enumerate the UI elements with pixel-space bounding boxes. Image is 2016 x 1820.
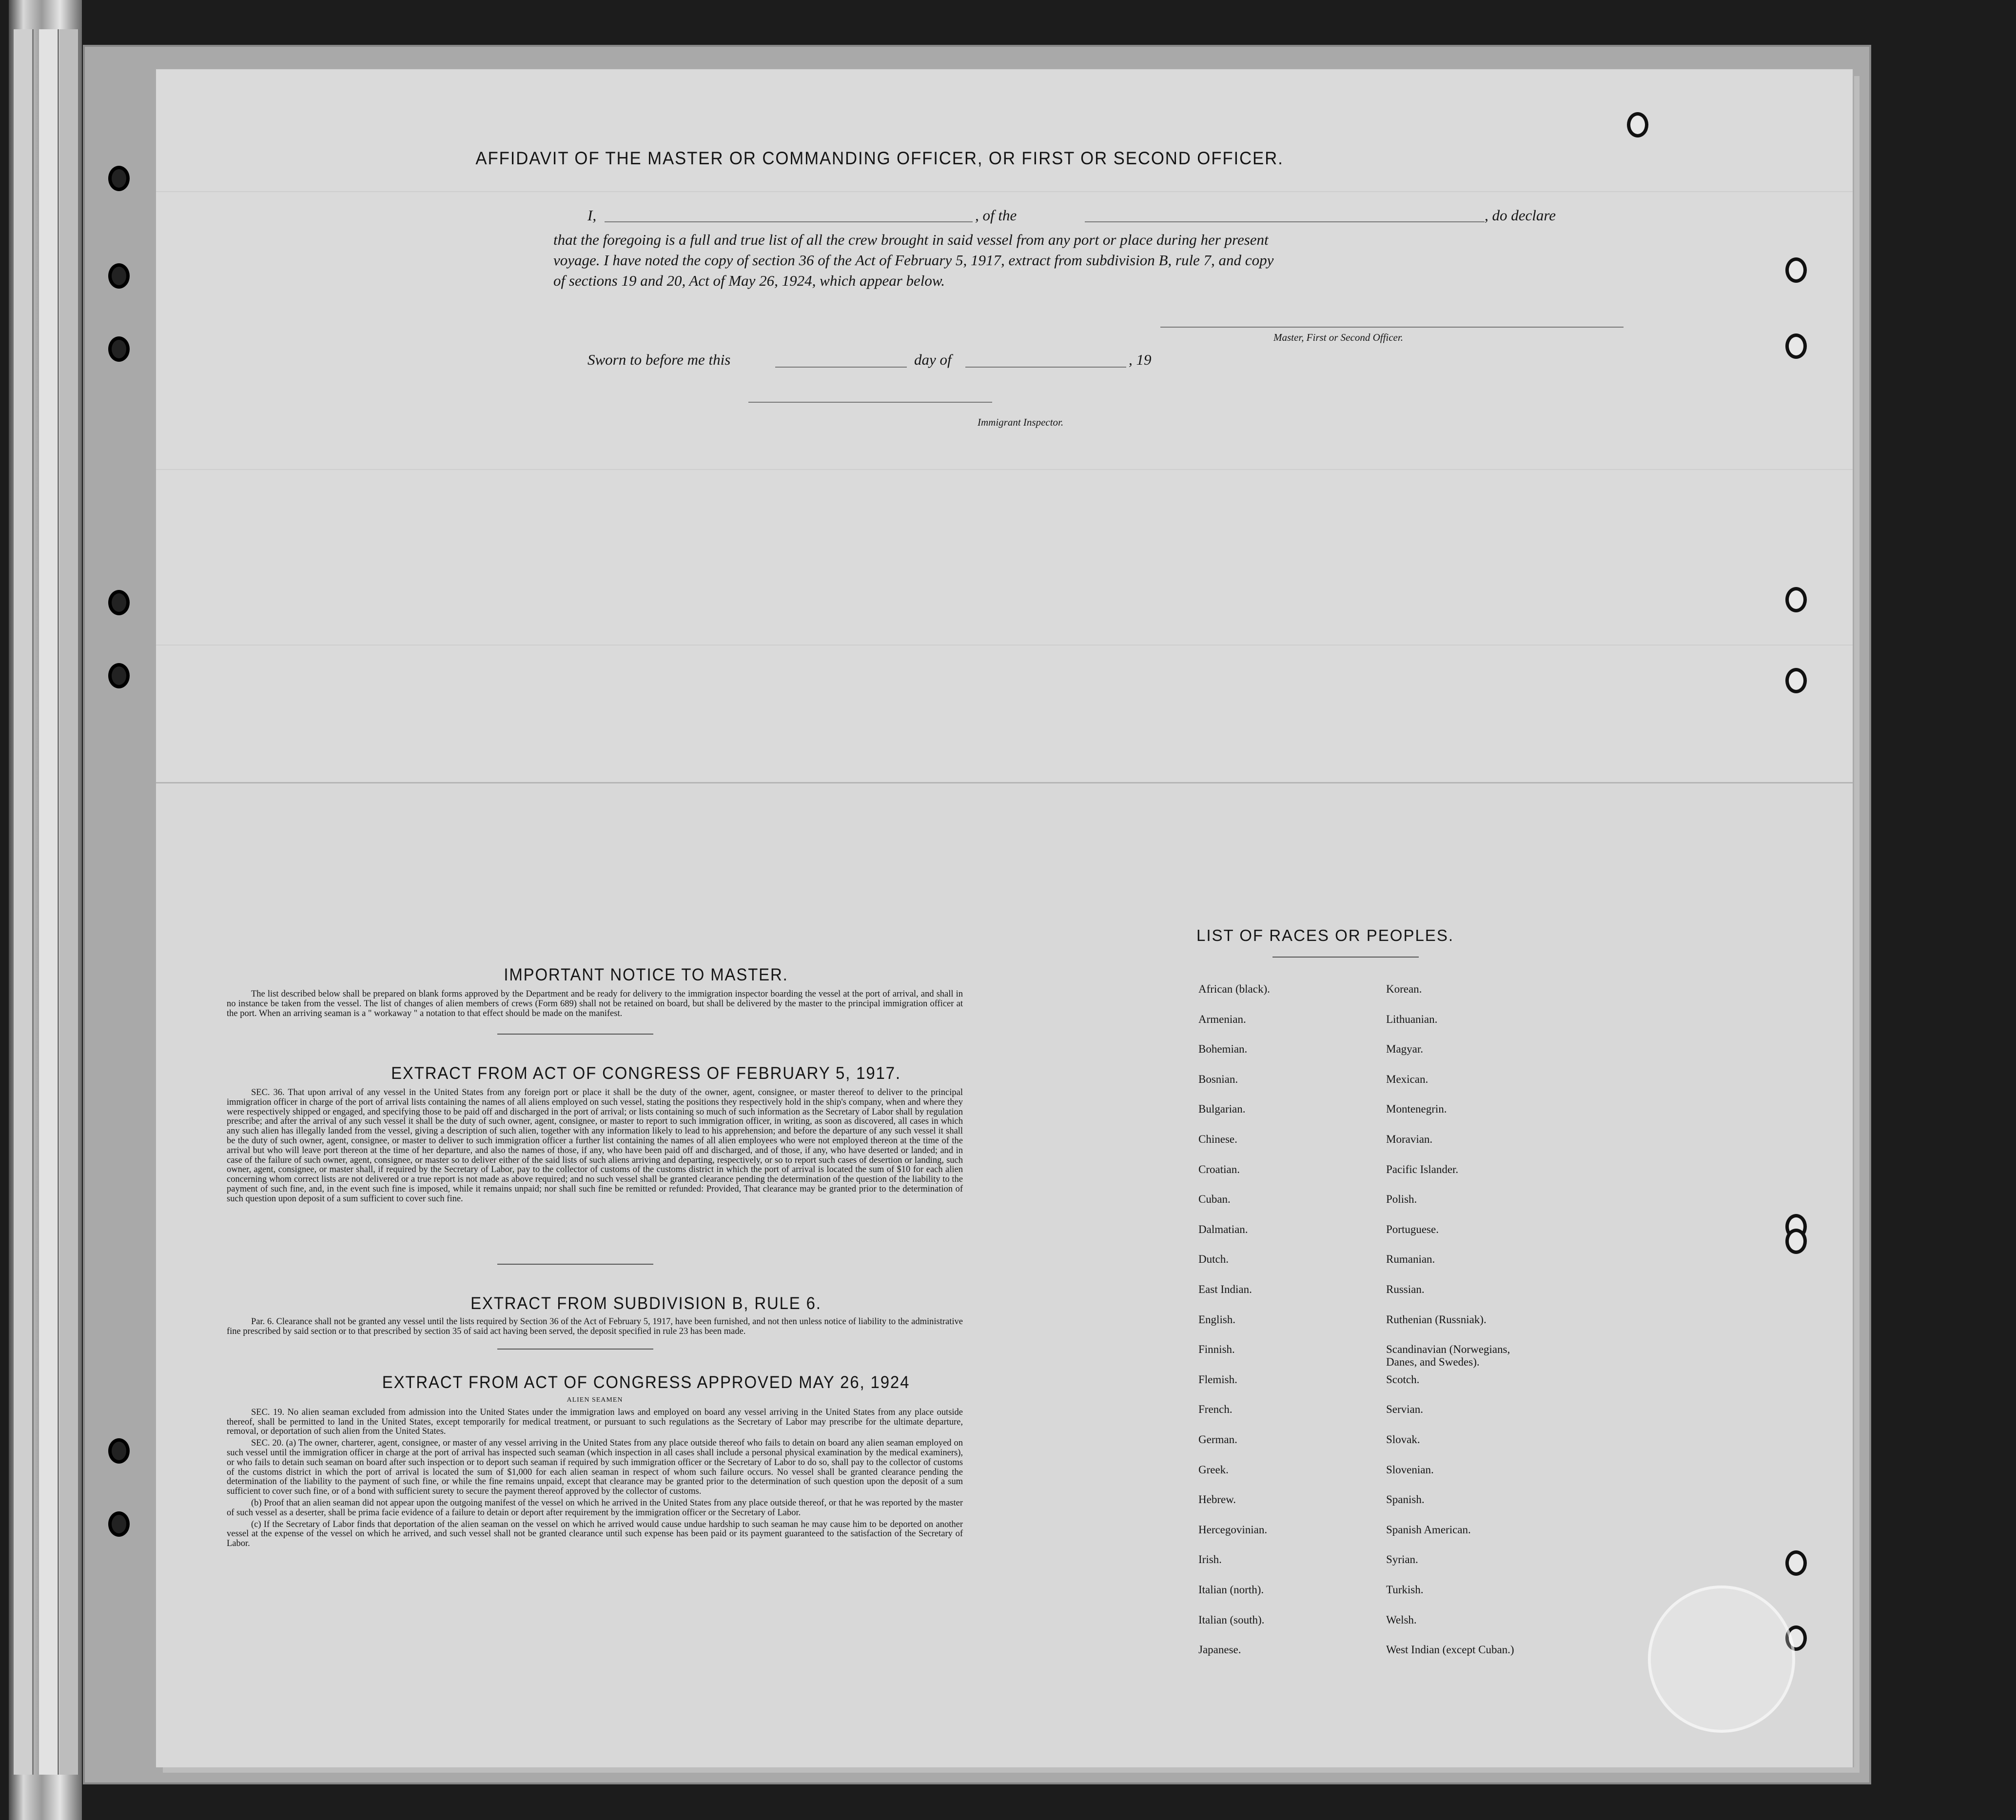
punch-hole — [1785, 668, 1807, 693]
binder-hole — [108, 336, 130, 362]
race-item: Bosnian. — [1198, 1073, 1238, 1085]
race-item: African (black). — [1198, 983, 1270, 995]
faint-rule — [156, 191, 1853, 192]
race-item: Bulgarian. — [1198, 1103, 1246, 1115]
race-item: Russian. — [1386, 1283, 1425, 1295]
extract-1917-title: EXTRACT FROM ACT OF CONGRESS OF FEBRUARY 5, 1917. — [391, 1064, 901, 1083]
page-edge-strip — [59, 29, 79, 1775]
race-item: Armenian. — [1198, 1013, 1246, 1025]
race-item: Dalmatian. — [1198, 1223, 1248, 1235]
binder-hole — [108, 1511, 130, 1537]
race-item: Scandinavian (Norwegians, Danes, and Swedes). — [1386, 1343, 1510, 1369]
affidavit-of-the: , of the — [975, 207, 1017, 224]
race-item: Italian (south). — [1198, 1613, 1265, 1626]
affidavit-line-3: voyage. I have noted the copy of section 36 of the Act of February 5, 1917, extract from subdivision B, rule 7, and copy — [553, 252, 1274, 269]
race-item: Lithuanian. — [1386, 1013, 1438, 1025]
extract-rule6-text: Par. 6. Clearance shall not be granted any vessel until the lists required by Section 36 of the Act of February 5, 1917, have been furnished, and not then unless notice of liability to the administrative fine prescribed by said section or to that prescribed by section 35 of said act having been served, the deposit specified in rule 23 has been made. — [227, 1317, 963, 1336]
extract-1924-sec20b: (b) Proof that an alien seaman did not appear upon the outgoing manifest of the vessel on which he arrived in the United States from any place outside thereof, or that he was reported by the master of such vessel as a deserter, shall be prima facie evidence of a failure to detain or deport after requirement by the immigration officer or the Secretary of Labor. — [227, 1498, 963, 1518]
race-item: West Indian (except Cuban.) — [1386, 1644, 1514, 1656]
race-item: Cuban. — [1198, 1193, 1231, 1206]
race-item: Hercegovinian. — [1198, 1523, 1268, 1536]
binder-hole — [108, 1438, 130, 1464]
sworn-day-of: day of — [914, 351, 952, 368]
race-item: Hebrew. — [1198, 1493, 1236, 1506]
name-blank-line — [605, 221, 973, 222]
sworn-year: , 19 — [1129, 351, 1152, 368]
extract-1924-subtitle: ALIEN SEAMEN — [567, 1396, 623, 1404]
binder-hole — [108, 663, 130, 688]
affidavit-line-2: that the foregoing is a full and true list of all the crew brought in said vessel from any port or place during her present — [553, 231, 1269, 248]
notice-body — [227, 990, 963, 1020]
binder-hole — [108, 590, 130, 615]
lower-page-section — [156, 782, 1853, 1767]
master-caption: Master, First or Second Officer. — [1273, 332, 1403, 343]
document-page — [156, 69, 1853, 1766]
race-item: French. — [1198, 1403, 1233, 1416]
sworn-month-blank — [965, 367, 1126, 368]
affidavit-declare: , do declare — [1485, 207, 1556, 224]
extract-1924-sec20a: SEC. 20. (a) The owner, charterer, agent, consignee, or master of any vessel arriving in the United States from any place outside thereof who fails to detain on board any alien seaman employed on such vessel until the immigration officer in charge at the port of arrival has inspected such seaman (which inspection in all cases shall include a personal physical examination by the medical examiners), or who fails to detain such seaman on board after such inspection or to deport such seaman if required by such immigration officer or the Secretary of Labor to do so, shall pay to the collector of customs of the customs district in which the port of arrival is located the sum of $1,000 for each alien seaman in respect of whom such failure occurs. No vessel shall be granted clearance pending the determination of the liability to the payment of such fine, or while the fine remains unpaid, except that clearance may be granted prior to the determination of such question upon the deposit of a sum sufficient to cover such fine, or of a bond with sufficient surety to secure the payment thereof approved by the collector of customs. — [227, 1438, 963, 1497]
race-item: Dutch. — [1198, 1253, 1229, 1266]
faint-rule — [156, 469, 1853, 470]
affidavit-line-4: of sections 19 and 20, Act of May 26, 1924, which appear below. — [553, 272, 945, 289]
race-item: English. — [1198, 1313, 1236, 1326]
race-item: East Indian. — [1198, 1283, 1252, 1295]
punch-hole — [1785, 1229, 1807, 1254]
section-rule — [497, 1349, 653, 1350]
binder-hole — [108, 166, 130, 191]
race-item: Bohemian. — [1198, 1043, 1248, 1056]
race-item: Japanese. — [1198, 1644, 1241, 1656]
section-rule — [497, 1034, 653, 1035]
vessel-blank-line — [1085, 221, 1485, 222]
race-item: Mexican. — [1386, 1073, 1429, 1085]
race-item: Turkish. — [1386, 1584, 1424, 1596]
race-item: Ruthenian (Russniak). — [1386, 1313, 1487, 1326]
page-edge-strip — [14, 29, 34, 1775]
race-item: Polish. — [1386, 1193, 1417, 1206]
punch-hole — [1627, 112, 1648, 137]
inspector-signature-line — [748, 402, 992, 403]
punch-hole — [1785, 257, 1807, 283]
extract-1924-sec19: SEC. 19. No alien seaman excluded from admission into the United States under the immigration laws and employed on board any vessel arriving in the United States from any place outside thereof, shall be permitted to land in the United States, except temporarily for medical treatment, or pursuant to such regulations as the Secretary of Labor may prescribe for the ultimate departure, removal, or deportation of such alien from the United States. — [227, 1407, 963, 1437]
races-title: LIST OF RACES OR PEOPLES. — [1196, 926, 1454, 944]
race-item: Finnish. — [1198, 1343, 1235, 1356]
race-item: Scotch. — [1386, 1373, 1420, 1386]
race-item: Greek. — [1198, 1463, 1229, 1476]
extract-1924-title: EXTRACT FROM ACT OF CONGRESS APPROVED MAY 26, 1924 — [382, 1373, 910, 1392]
punch-hole — [1785, 333, 1807, 359]
race-item: Rumanian. — [1386, 1253, 1435, 1266]
race-item: Croatian. — [1198, 1163, 1240, 1175]
race-item: Spanish American. — [1386, 1523, 1471, 1536]
race-item: Servian. — [1386, 1403, 1424, 1416]
race-item: Chinese. — [1198, 1133, 1237, 1145]
race-item: German. — [1198, 1433, 1237, 1446]
races-rule — [1272, 957, 1419, 958]
extract-1917-text: SEC. 36. That upon arrival of any vessel in the United States from any foreign port or place it shall be the duty of the owner, agent, consignee, or master thereof to deliver to the principal immigration officer in charge of the port of arrival lists containing the names of all aliens employed on such vessel, stating the positions they respectively hold in the ship's company, when and where they were respectively shipped or engaged, and specifying those to be paid off and discharged in the port of arrival; or lists containing so much of such information as the Secretary of Labor shall by regulation prescribe; and after the arrival of any such vessel it shall be the duty of such owner, agent, consignee, or master to report to such immigration officer, in writing, as soon as discovered, all cases in which any such alien has illegally landed from the vessel, giving a description of such alien, together with any information likely to lead to his apprehension; and before the departure of any such vessel it shall be the duty of such owner, agent, consignee, or master to deliver to such immigration officer a further list containing the names of all alien employees who were not employed thereon at the time of the arrival but who will leave port thereon at the time of her departure, and also the names of those, if any, who have been paid off and discharged, and of those, if any, who have deserted or landed; and in case of the failure of such owner, agent, consignee, or master so to deliver either of the said lists of such aliens arriving and departing, respectively, or so to report such cases of desertion or landing, such owner, agent, consignee, or master shall, if required by the Secretary of Labor, pay to the collector of customs of the customs district in which the port of arrival is located the sum of $10 for each alien concerning whom correct lists are not delivered or a true report is not made as above required; and no such vessel shall be granted clearance pending the determination of the question of the liability to the payment of such fine, and, in the event such fine is imposed, while it remains unpaid; nor shall such fine be remitted or refunded: Provided, That clearance may be granted prior to the determination of such question upon deposit of a sum sufficient to cover such fine. — [227, 1088, 963, 1204]
race-item: Flemish. — [1198, 1373, 1237, 1386]
extract-1924-body — [227, 1395, 963, 1551]
punch-hole — [1785, 587, 1807, 612]
notice-text: The list described below shall be prepared on blank forms approved by the Department and be ready for delivery to the immigration inspector boarding the vessel at the port of arrival, and shall in no instance be taken from the vessel. The list of changes of alien members of crews (Form 689) shall not be retained on board, but shall be delivered by the master to the principal immigration officer at the port. When an arriving seaman is a " workaway " a notation to that effect should be made on the manifest. — [227, 989, 963, 1018]
race-item: Irish. — [1198, 1553, 1222, 1566]
extract-1924-sec20c: (c) If the Secretary of Labor finds that deportation of the alien seaman on the vessel on which he arrived would cause undue hardship to such seaman he may cause him to be deported on another vessel at the expense of the vessel on which he arrived, and such vessel shall not be granted clearance until such expense has been paid or its payment guaranteed to the satisfaction of the Secretary of Labor. — [227, 1519, 963, 1549]
race-item: Pacific Islander. — [1386, 1163, 1459, 1175]
embossed-seal — [1648, 1585, 1795, 1733]
race-item: Spanish. — [1386, 1493, 1425, 1506]
extract-1917-body — [227, 1088, 963, 1206]
race-item: Magyar. — [1386, 1043, 1424, 1056]
race-item: Montenegrin. — [1386, 1103, 1447, 1115]
race-item: Portuguese. — [1386, 1223, 1439, 1235]
punch-hole — [1785, 1550, 1807, 1576]
faint-rule — [156, 645, 1853, 646]
race-item: Welsh. — [1386, 1613, 1417, 1626]
master-signature-line — [1160, 327, 1624, 328]
affidavit-i: I, — [587, 207, 597, 224]
race-item: Moravian. — [1386, 1133, 1433, 1145]
section-rule — [497, 1264, 653, 1265]
race-item: Korean. — [1386, 983, 1422, 995]
sworn-text: Sworn to before me this — [587, 351, 731, 368]
race-item: Italian (north). — [1198, 1584, 1264, 1596]
binder-hole — [108, 263, 130, 289]
page-edge-strip — [39, 29, 59, 1775]
notice-title: IMPORTANT NOTICE TO MASTER. — [504, 965, 788, 984]
race-item: Slovak. — [1386, 1433, 1420, 1446]
affidavit-title: AFFIDAVIT OF THE MASTER OR COMMANDING OFFICER, OR FIRST OR SECOND OFFICER. — [475, 148, 1284, 168]
race-item: Slovenian. — [1386, 1463, 1434, 1476]
sworn-day-blank — [775, 367, 907, 368]
extract-rule6-title: EXTRACT FROM SUBDIVISION B, RULE 6. — [470, 1294, 822, 1313]
race-item: Syrian. — [1386, 1553, 1418, 1566]
extract-rule6-body — [227, 1317, 963, 1339]
inspector-caption: Immigrant Inspector. — [978, 416, 1064, 428]
